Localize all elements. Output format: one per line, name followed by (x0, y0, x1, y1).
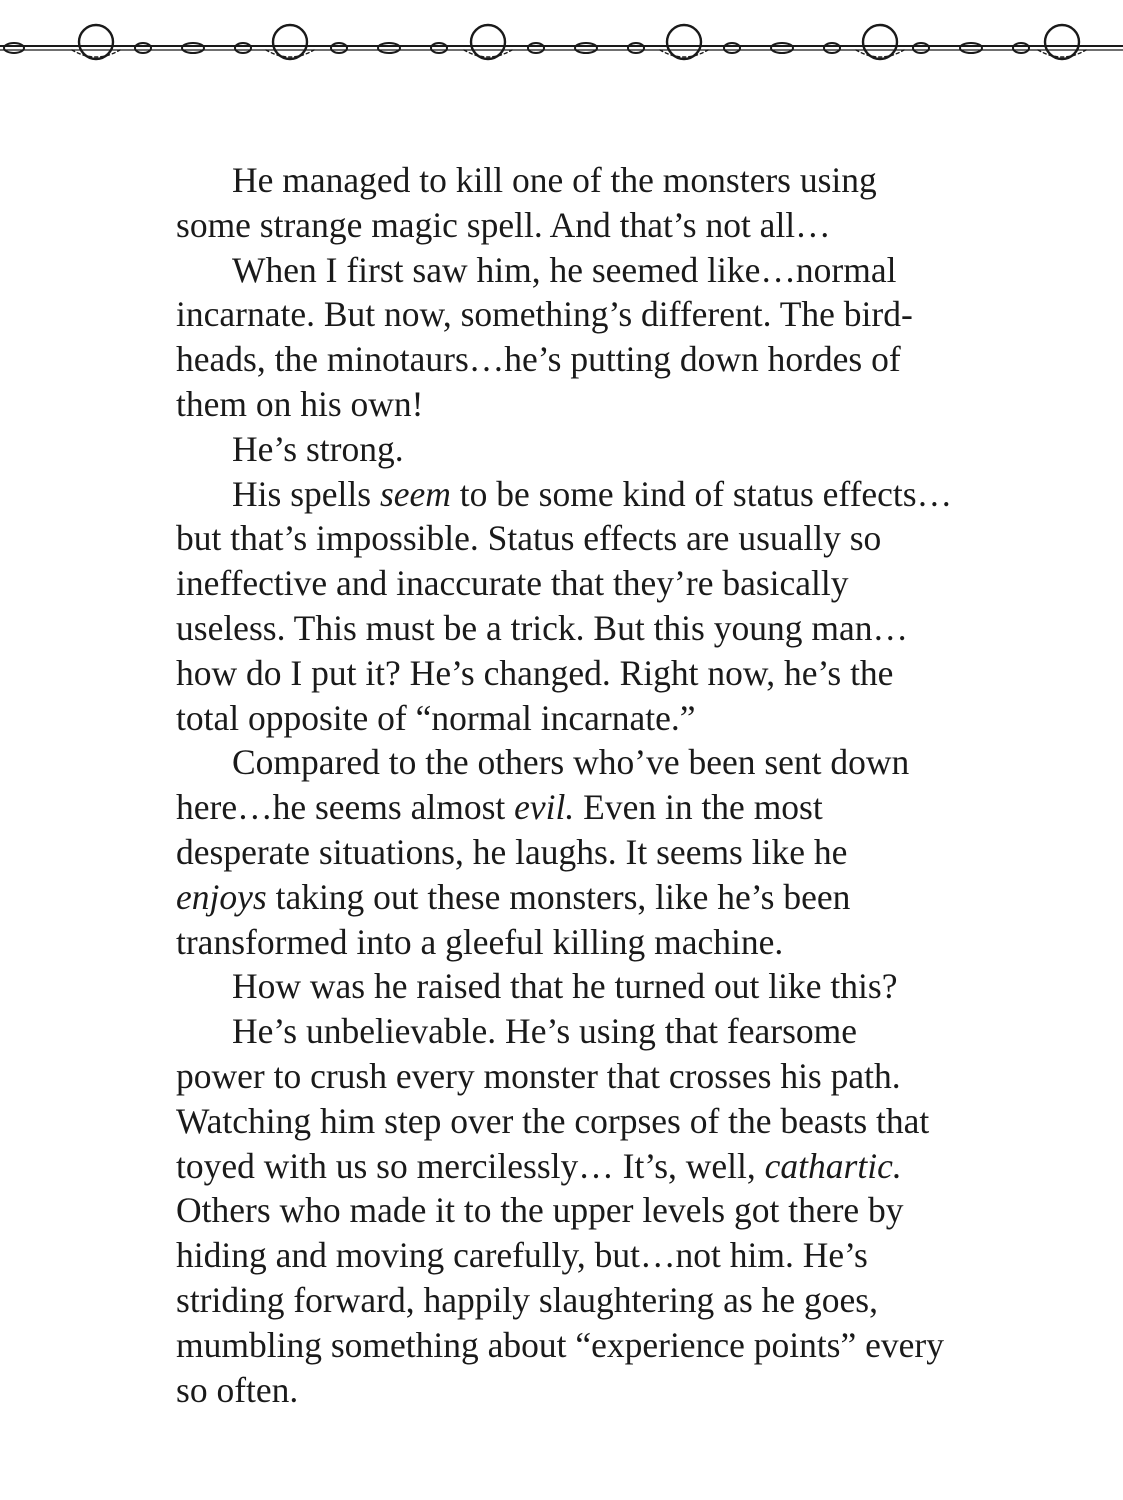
text-segment: hiding and moving carefully, but…not him. He’s (176, 1235, 868, 1276)
text-segment: striding forward, happily slaughtering as he goes, (176, 1279, 878, 1320)
text-line (176, 561, 1006, 606)
text-line (176, 920, 1006, 965)
text-segment: toyed with us so mercilessly… It’s, well, (176, 1145, 765, 1186)
text-line (176, 472, 1006, 517)
text-segment: desperate situations, he laughs. It seems like he (176, 831, 848, 872)
text-line (176, 1188, 1006, 1233)
text-segment: He managed to kill one of the monsters using (232, 160, 877, 200)
text-segment: ineffective and inaccurate that they’re basically (176, 563, 849, 604)
text-segment: some strange magic spell. And that’s not all… (176, 204, 831, 245)
text-line (176, 606, 1006, 651)
text-line (176, 158, 1006, 203)
text-segment: He’s unbelievable. He’s using that fearsome (232, 1011, 858, 1052)
text-line (176, 1099, 1006, 1144)
text-line (176, 651, 1006, 696)
text-line (176, 1368, 1006, 1413)
text-segment: power to crush every monster that crosses his path. (176, 1055, 901, 1096)
text-segment: mumbling something about “experience points” every (176, 1324, 944, 1365)
text-line (176, 830, 1006, 875)
chain-border-icon (0, 8, 1123, 78)
text-segment: heads, the minotaurs…he’s putting down hordes of (176, 339, 901, 380)
text-segment: total opposite of “normal incarnate.” (176, 697, 696, 738)
italic-text: evil. (514, 787, 575, 828)
text-segment: useless. This must be a trick. But this young man… (176, 607, 908, 648)
text-line (176, 875, 1006, 920)
text-segment: Compared to the others who’ve been sent down (232, 742, 910, 783)
text-line (176, 785, 1006, 830)
text-segment: His spells (232, 473, 380, 514)
text-line (176, 337, 1006, 382)
text-segment: so often. (176, 1369, 299, 1410)
text-line (176, 1054, 1006, 1099)
text-line (176, 1144, 1006, 1189)
text-segment: Watching him step over the corpses of the beasts that (176, 1100, 930, 1141)
text-line (176, 1278, 1006, 1323)
text-segment: When I first saw him, he seemed like…normal (232, 249, 897, 290)
text-line (176, 740, 1006, 785)
text-line (176, 1233, 1006, 1278)
text-line (176, 1323, 1006, 1368)
text-segment: them on his own! (176, 383, 424, 424)
text-segment: transformed into a gleeful killing machine. (176, 921, 784, 962)
italic-text: enjoys (176, 876, 267, 917)
text-segment: incarnate. But now, something’s different. The bird- (176, 294, 913, 335)
text-segment: How was he raised that he turned out like this? (232, 966, 898, 1007)
text-segment: here…he seems almost (176, 787, 515, 828)
text-line (176, 516, 1006, 561)
text-segment: taking out these monsters, like he’s been (266, 876, 851, 917)
italic-text: cathartic. (764, 1145, 902, 1186)
page-text (176, 158, 1006, 1412)
text-segment: Even in the most (574, 787, 823, 828)
text-line (176, 248, 1006, 293)
text-line (176, 696, 1006, 741)
text-line (176, 382, 1006, 427)
text-line (176, 427, 1006, 472)
text-segment: Others who made it to the upper levels got there by (176, 1190, 904, 1231)
text-line (176, 1009, 1006, 1054)
text-segment: to be some kind of status effects… (450, 473, 953, 514)
text-line (176, 964, 1006, 1009)
text-line (176, 292, 1006, 337)
text-segment: how do I put it? He’s changed. Right now, he’s the (176, 652, 894, 693)
text-segment: but that’s impossible. Status effects are usually so (176, 518, 882, 559)
text-segment: He’s strong. (232, 428, 404, 469)
text-line (176, 203, 1006, 248)
italic-text: seem (379, 473, 451, 514)
